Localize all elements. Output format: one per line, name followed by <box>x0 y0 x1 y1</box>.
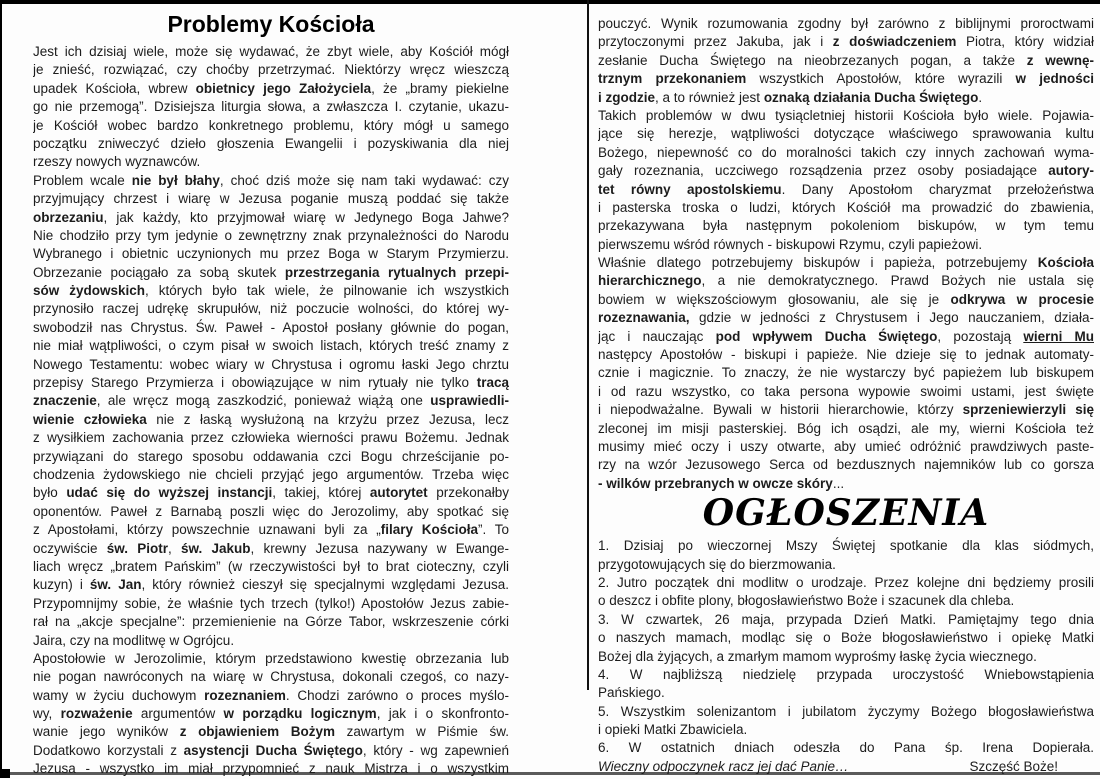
text-segment: przyjmujący chrzest i wiarę w Jezusa poganie muszą poddać się także <box>33 191 509 207</box>
text-segment: i opieki Matki Zbawiciela. <box>598 722 748 738</box>
text-segment: wamy w życiu duchowym <box>33 687 205 703</box>
text-segment: i zgodzie <box>598 89 655 105</box>
text-segment: Takich problemów w dwu tysiącletniej historii Kościoła było wiele. Pojawia- <box>598 107 1094 123</box>
text-line <box>33 227 509 245</box>
text-line <box>33 300 509 318</box>
text-line <box>33 668 509 686</box>
text-segment: św. Jakub <box>180 540 251 556</box>
text-segment: 3. W czwartek, 26 maja, przypada Dzień Matki. Pamiętajmy tego dnia <box>598 611 1094 627</box>
text-segment: je Kościół wobec bardzo konkretnego problemu, który mógł u samego <box>33 117 509 133</box>
text-line <box>33 448 509 466</box>
text-segment: pouczyć. Wynik rozumowania zgodny był zarówno z biblijnymi proroctwami <box>598 16 1094 31</box>
text-segment: odkrywa w procesie <box>950 291 1094 307</box>
text-line <box>33 723 509 741</box>
blessing-text: Szczęść Boże! <box>969 758 1058 774</box>
page-border-top <box>0 0 1100 4</box>
text-segment: gdzie w jedności z Chrystusem i Jego nauczaniem, działa- <box>689 310 1094 326</box>
text-line <box>33 632 509 650</box>
text-segment: , których było tak wiele, że pilnowanie ich wszystkich <box>144 283 509 299</box>
text-segment: zesłanie Ducha Świętego na nieobrzezanych pogan, a także <box>598 52 1027 68</box>
text-segment: , takiej, której <box>272 485 370 501</box>
text-segment: z Apostołami, którzy powszechnie uznawani byli za „ <box>33 522 381 538</box>
text-segment: Piotra, który widział <box>956 34 1094 50</box>
text-segment: musimy mieć oczy i uszy otwarte, aby umieć odróżnić prawdziwych paste- <box>598 438 1094 454</box>
text-segment: początku zniweczyć dzieło głoszenia Ewangelii i pozyskiwania dla niej <box>33 135 509 151</box>
left-column <box>33 12 509 779</box>
text-segment: gały rozeznania, uczciwego rozsądzenia przez osoby posiadające <box>598 163 1049 179</box>
text-line <box>33 117 509 135</box>
text-segment: Kościoła <box>1037 255 1094 271</box>
text-segment: . <box>978 89 983 105</box>
text-line <box>598 556 1094 574</box>
text-segment: Jest ich dzisiaj wiele, może się wydawać, że zbyt wiele, aby Kościół mógł <box>33 44 509 59</box>
text-segment: 6. W ostatnich dniach odeszła do Pana śp. Irena Dopierała. <box>598 740 1094 756</box>
text-segment: Pańskiego. <box>598 685 665 701</box>
text-line <box>33 98 509 116</box>
text-segment: , choć dziś może się nam taki wydawać: czy <box>219 172 509 188</box>
text-segment: nie z łaską wysłużoną na krzyżu przez Jezusa, lecz <box>146 411 509 427</box>
text-line <box>33 319 509 337</box>
text-segment: z objawieniem Bożym <box>179 724 335 740</box>
text-segment: , jak i o skonfronto- <box>376 706 509 722</box>
text-segment: było <box>33 485 67 501</box>
text-line <box>598 475 1094 493</box>
text-segment: przestrzegania rytualnych przepi- <box>284 264 509 280</box>
text-line <box>598 383 1094 401</box>
text-segment: pod wpływem Ducha Świętego <box>715 328 938 344</box>
text-line <box>598 33 1094 51</box>
text-segment: o deszcz i obfite plony, błogosławieństwo Boże i szacunek dla chleba. <box>598 593 1015 609</box>
text-segment: je znieść, rozwiązać, czy choćby przetrzymać. Niektórzy wręcz wieszczą <box>33 62 509 78</box>
text-segment: nie był błahy <box>131 172 220 188</box>
text-segment: jące się herezje, wątpliwości dotyczące właściwego sprawowania kultu <box>598 126 1094 142</box>
text-line <box>33 43 509 61</box>
text-segment: zleconej im misji pasterskiej. Bóg ich osądzi, ale my, wierni Kościoła też <box>598 420 1094 436</box>
text-line <box>598 456 1094 474</box>
text-segment: nie miał wątpliwości, o czym pisał w swoich listach, których treść znamy z <box>33 338 509 354</box>
text-segment: i od razu wszystko, co taka persona wypowie swoimi ustami, jest święte <box>598 383 1094 399</box>
text-line <box>598 328 1094 346</box>
text-line <box>598 199 1094 217</box>
text-line <box>33 595 509 613</box>
text-segment: przepisy Starego Przymierza i obowiązujące w nim rytuały nie tylko <box>33 375 477 391</box>
right-column <box>598 15 1094 776</box>
text-segment: oczywiście <box>33 540 107 556</box>
text-line <box>33 80 509 98</box>
article-title: Problemy Kościoła <box>167 11 375 37</box>
column-fold-line <box>587 0 589 690</box>
text-line <box>33 650 509 668</box>
text-segment: przywiązani do starego sposobu oddawania czci Bogu chrześcijanie po- <box>33 448 509 464</box>
text-line <box>598 15 1094 33</box>
announcements-list <box>598 537 1094 758</box>
text-line <box>33 540 509 558</box>
text-line <box>33 209 509 227</box>
text-segment: bowiem w większościowym głosowaniu, ale się je <box>598 291 951 307</box>
text-segment: przytoczonymi przez Jakuba, jak i <box>598 34 833 50</box>
text-line <box>33 135 509 153</box>
text-segment: wierni Mu <box>1023 328 1094 344</box>
text-segment: 5. Wszystkim solenizantom i jubilatom życzymy Bożego błogosławieństwa <box>598 703 1094 719</box>
text-segment: , który również cieszył się specjalnymi względami Jezusa. <box>141 577 509 593</box>
text-segment: oznaką działania Ducha Świętego <box>763 89 979 105</box>
text-line <box>33 153 509 171</box>
text-segment: Jaira, czy na modlitwę w Ogrójcu. <box>33 632 235 648</box>
text-segment: sów żydowskich <box>33 283 145 299</box>
text-segment: przekonałby <box>427 485 509 501</box>
text-line <box>598 162 1094 180</box>
text-line <box>598 144 1094 162</box>
text-segment: Przypomnijmy sobie, że właśnie tych trzech (tylko!) Apostołów Jezus zabie- <box>33 595 509 611</box>
text-segment: wy, <box>33 706 61 722</box>
text-segment: z wewnę- <box>1026 52 1094 68</box>
text-segment: przynosiło raczej udrękę skrupułów, niż poczucie wolności, do której wy- <box>33 301 509 317</box>
text-line <box>598 346 1094 364</box>
text-segment: w porządku logicznym <box>223 706 377 722</box>
text-segment: Obrzezanie pociągało za sobą skutek <box>33 264 285 280</box>
text-line <box>33 374 509 392</box>
scan-corner-mark <box>0 769 10 778</box>
text-line <box>33 392 509 410</box>
text-line <box>598 291 1094 309</box>
text-line <box>598 592 1094 610</box>
text-segment: liach wręcz „bratem Pańskim” (w rzeczywistości był to brat cioteczny, czyli <box>33 558 509 574</box>
text-segment: rzeszy nowych wyznawców. <box>33 154 201 170</box>
text-segment: , a nie demokratycznego. Prawd Bożych nie ustala się <box>701 273 1094 289</box>
memorial-prayer-text: Wieczny odpoczynek racz jej dać Panie… <box>598 758 849 774</box>
text-line <box>33 503 509 521</box>
text-segment: rozeznawania, <box>598 310 690 326</box>
text-segment: ... <box>832 475 845 491</box>
text-segment: Bożego, niepewność co do moralności takich czy innych zachowań wyma- <box>598 144 1094 160</box>
text-segment: Dodatkowo korzystali z <box>33 742 184 758</box>
text-segment: Nowego Testamentu: wobec wiary w Chrystusa i ogromu łaski Jego chrztu <box>33 356 509 372</box>
text-segment: sprzeniewierzyli się <box>962 402 1094 418</box>
text-line <box>33 411 509 429</box>
text-segment: zawartym w Piśmie św. <box>334 724 509 740</box>
text-line <box>33 245 509 263</box>
footer-line <box>598 758 1094 776</box>
text-segment: nie pogan nawróconych na wiarę w Chrystusa, dokonali czegoś, co nazy- <box>33 669 509 685</box>
text-segment: hierarchicznego <box>598 273 702 289</box>
article-text-left <box>33 43 509 779</box>
text-segment: i pasterska troska o ludzi, których Kościół ma prowadzić do zbawienia, <box>598 199 1094 215</box>
text-line <box>33 576 509 594</box>
text-line <box>598 89 1094 107</box>
text-segment: asystencji Ducha Świętego <box>183 742 363 758</box>
text-segment: usprawiedli- <box>430 393 509 409</box>
text-line <box>33 282 509 300</box>
text-segment: argumentów <box>132 706 224 722</box>
text-line <box>598 364 1094 382</box>
text-line <box>33 264 509 282</box>
announcements-heading: OGŁOSZENIA <box>702 492 990 535</box>
text-segment: przekazywana była następnym pokoleniom biskupów, w tym temu <box>598 218 1094 234</box>
text-segment: Bożej dla żyjących, a zmarłym mamom wyprośmy łaskę życia wiecznego. <box>598 648 1037 664</box>
article-text-right <box>598 15 1094 493</box>
text-line <box>33 558 509 576</box>
text-segment: upadek Kościoła, wbrew <box>33 80 196 96</box>
text-segment: w jedności <box>1015 71 1094 87</box>
text-segment: Nie chodziło przy tym jedynie o zewnętrzny znak przynależności do Narodu <box>33 227 509 243</box>
text-line <box>598 684 1094 702</box>
text-line <box>598 217 1094 235</box>
text-segment: z doświadczeniem <box>832 34 957 50</box>
text-segment: 1. Dzisiaj po wieczornej Mszy Świętej spotkanie dla klas siódmych, <box>598 538 1094 554</box>
text-line <box>598 107 1094 125</box>
text-segment: o naszych mamach, modląc się o Boże błogosławieństwo i opiekę Matki <box>598 630 1094 646</box>
text-segment: Apostołowie w Jerozolimie, którym przedstawiono kwestię obrzezania lub <box>33 650 509 666</box>
text-segment: wanie jego wyników <box>33 724 180 740</box>
text-line <box>598 666 1094 684</box>
text-segment: , że „bramy piekielne <box>371 80 509 96</box>
text-line <box>598 629 1094 647</box>
text-segment: . Dany Apostołom charyzmat przełożeństwa <box>781 181 1094 197</box>
text-segment: i niepodważalne. Bywali w historii hierarchowie, którzy <box>598 402 963 418</box>
text-segment: rzy na wzór Jezusowego Serca od bezdusznych najemników lub co gorsza <box>598 457 1094 473</box>
text-segment: św. Jan <box>89 577 142 593</box>
text-segment: z wysiłkiem zachowania przez człowieka wierności prawu Bożemu. Jednak <box>33 430 509 446</box>
text-segment: rozeznaniem <box>204 687 286 703</box>
text-segment: 4. W najbliższą niedzielę przypada uroczystość Wniebowstąpienia <box>598 666 1094 682</box>
text-line <box>33 521 509 539</box>
text-segment: filary Kościoła <box>380 522 478 538</box>
text-line <box>598 236 1094 254</box>
text-line <box>33 190 509 208</box>
text-segment: go nie przemogą”. Dzisiejsza liturgia słowa, a zwłaszcza I. czytanie, ukazu- <box>33 99 509 115</box>
text-line <box>598 703 1094 721</box>
text-line <box>33 613 509 631</box>
text-segment: cznie i magicznie. To znaczy, że nie wystarczy być papieżem lub biskupem <box>598 365 1094 381</box>
text-line <box>598 125 1094 143</box>
text-line <box>33 705 509 723</box>
text-segment: rał na „akcje specjalne”: przemienienie na Górze Tabor, wskrzeszenie córki <box>33 614 509 630</box>
text-segment: swobodził nas Chrystus. Św. Paweł - Apostoł posłany głównie do pogan, <box>33 319 509 335</box>
text-line <box>33 760 509 778</box>
text-segment: , <box>168 540 181 556</box>
text-line <box>598 648 1094 666</box>
text-segment: przygotowujących się do bierzmowania. <box>598 556 836 572</box>
text-line <box>33 687 509 705</box>
text-line <box>598 574 1094 592</box>
text-line <box>33 429 509 447</box>
text-line <box>33 172 509 190</box>
text-segment: , jak każdy, kto przyjmował wiarę w Jedynego Boga Jahwe? <box>103 209 509 225</box>
text-line <box>33 466 509 484</box>
text-segment: kuzyn) i <box>33 577 90 593</box>
text-segment: tracą <box>476 375 509 391</box>
text-segment: . Chodzi zarówno o proces myślo- <box>285 687 509 703</box>
text-segment: tet równy apostolskiemu <box>598 181 782 197</box>
text-line <box>598 254 1094 272</box>
text-segment: trznym przekonaniem <box>598 71 747 87</box>
text-segment: obrzezaniu <box>33 209 104 225</box>
text-segment: autory- <box>1048 163 1094 179</box>
text-segment: wienie człowieka <box>33 411 147 427</box>
text-line <box>33 742 509 760</box>
text-segment: Wybranego i obietnic uczynionych mu przez Boga w Starym Przymierzu. <box>33 246 509 262</box>
text-segment: Jezusa - wszystko im miał przypomnieć z nauk Mistrza i o wszystkim <box>33 761 509 777</box>
text-segment: chodzenia żydowskiego nie chcieli przyjąć jego argumentów. Trzeba więc <box>33 466 509 482</box>
text-segment: obietnicy jego Założyciela <box>195 80 372 96</box>
text-line <box>33 484 509 502</box>
text-line <box>598 70 1094 88</box>
text-line <box>598 438 1094 456</box>
text-segment: jąc i nauczając <box>598 328 716 344</box>
text-line <box>598 309 1094 327</box>
text-line <box>598 537 1094 555</box>
text-segment: pierwszemu wśród równych - biskupowi Rzymu, czyli papieżowi. <box>598 236 983 252</box>
text-line <box>598 401 1094 419</box>
text-segment: znaczenie <box>33 393 97 409</box>
text-segment: następcy Apostołów - biskupi i papieże. Nie dzieje się to jednak automaty- <box>598 347 1094 363</box>
text-segment: , ale wręcz mogą zaszkodzić, ponieważ wiążą one <box>96 393 431 409</box>
text-line <box>598 739 1094 757</box>
text-segment: Właśnie dlatego potrzebujemy biskupów i papieża, potrzebujemy <box>598 255 1038 271</box>
text-segment: autorytet <box>369 485 428 501</box>
text-line <box>598 272 1094 290</box>
text-segment: św. Piotr <box>106 540 168 556</box>
text-line <box>33 61 509 79</box>
text-segment: , krewny Jezusa nazywany w Ewange- <box>250 540 509 556</box>
text-segment: oponentów. Paweł z Barnabą poszli więc do Jerozolimy, aby spotkać się <box>33 503 509 519</box>
text-segment: rozważenie <box>60 706 133 722</box>
text-line <box>33 356 509 374</box>
text-segment: ”. To <box>478 522 509 538</box>
text-segment: , który - wg zapewnień <box>362 742 509 758</box>
text-segment: wszystkich Apostołów, które wyrazili <box>746 71 1016 87</box>
page-border-left <box>0 0 2 778</box>
text-line <box>598 721 1094 739</box>
text-segment: Problem wcale <box>33 172 132 188</box>
text-segment: , a to również jest <box>655 89 764 105</box>
text-line <box>598 611 1094 629</box>
text-segment: - wilków przebranych w owcze skóry <box>598 475 833 491</box>
text-segment: udać się do wyższej instancji <box>66 485 273 501</box>
text-line <box>33 337 509 355</box>
text-line <box>598 52 1094 70</box>
text-line <box>598 181 1094 199</box>
text-line <box>598 420 1094 438</box>
text-segment: , pozostają <box>937 328 1024 344</box>
text-segment: 2. Jutro początek dni modlitw o urodzaje. Przez kolejne dni będziemy prosili <box>598 574 1094 590</box>
